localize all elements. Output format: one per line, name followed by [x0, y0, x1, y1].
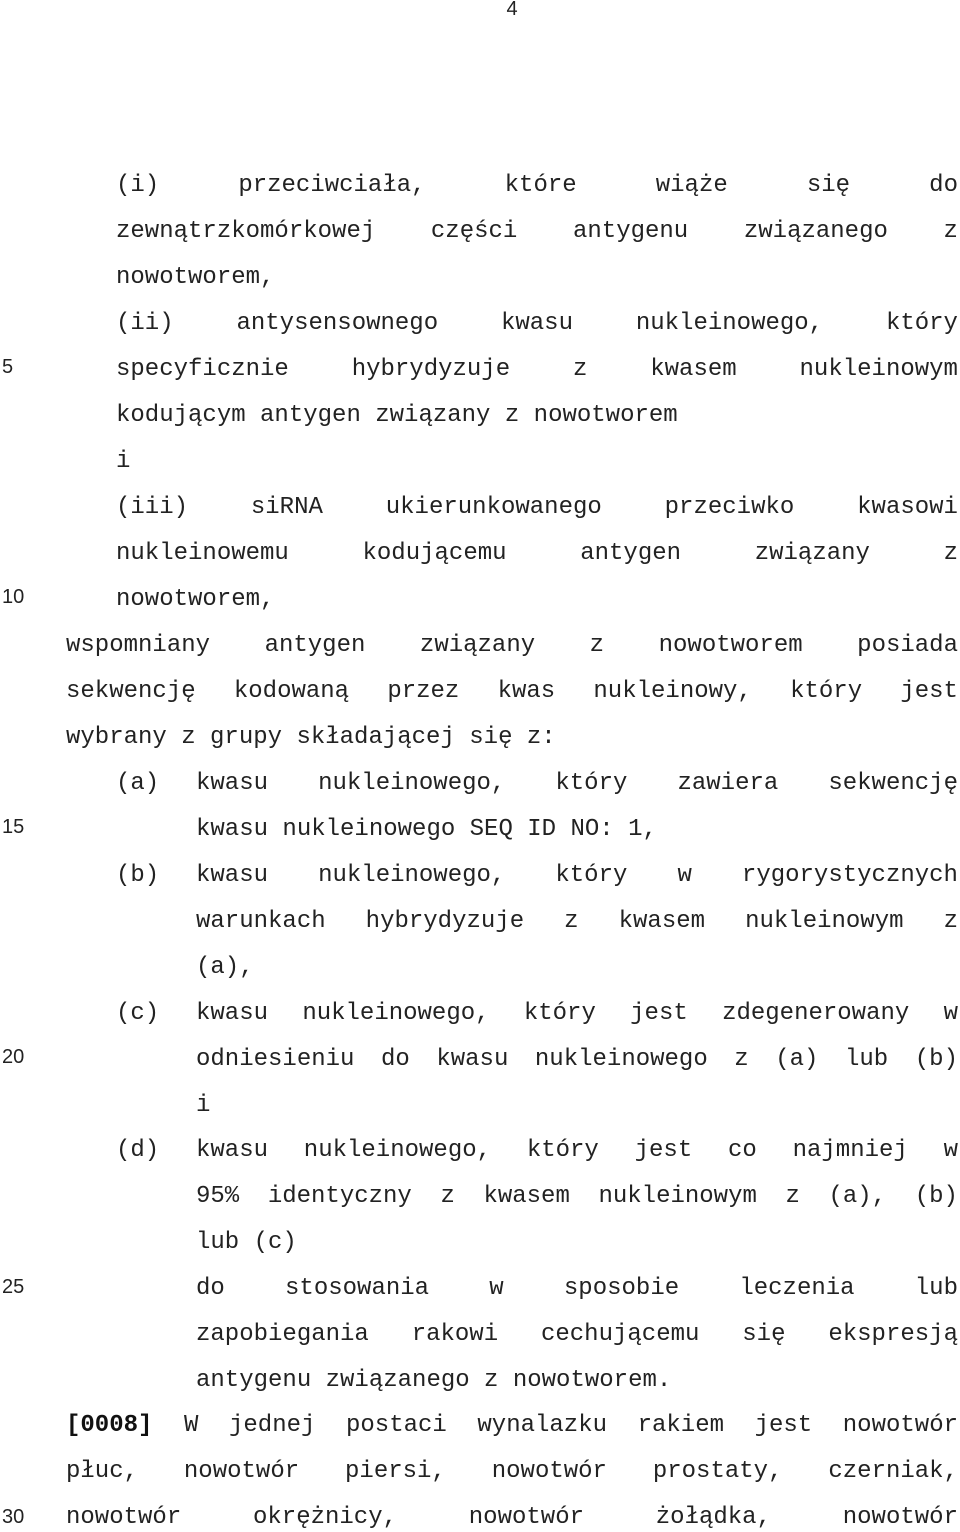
word: nowotwór [491, 1458, 607, 1485]
word: jest [900, 678, 958, 705]
word: sekwencję [828, 770, 958, 797]
word: ukierunkowanego [385, 494, 602, 521]
word: (a) [775, 1046, 819, 1073]
word: i [116, 448, 131, 475]
word: co [728, 1137, 757, 1164]
text-line [116, 218, 958, 246]
word: który [885, 310, 958, 337]
text-line [116, 264, 958, 292]
word: nukleinowego, [318, 862, 506, 889]
word: z [734, 1046, 749, 1073]
word: lub [845, 1046, 889, 1073]
word: specyficznie [116, 356, 289, 383]
word: z [572, 356, 588, 383]
word: z [943, 540, 958, 567]
word: nowotwór [183, 1458, 300, 1485]
word: kwasem [483, 1183, 570, 1210]
word: który [523, 1000, 596, 1027]
line-number-15: 15 [2, 816, 25, 838]
word: związany [754, 540, 870, 567]
word: się [742, 1321, 786, 1348]
word: który [555, 862, 628, 889]
line-number-20: 20 [2, 1046, 25, 1068]
word: 95% [196, 1183, 240, 1210]
word: nukleinowemu [116, 540, 289, 567]
word: zewnątrzkomórkowej [116, 218, 376, 245]
word: hybrydyzuje [351, 356, 511, 383]
word: związany [419, 632, 536, 659]
word: nowotworem, [116, 264, 275, 291]
word: stosowania [285, 1275, 430, 1302]
word: odniesieniu [196, 1046, 355, 1073]
word: nowotworem [658, 632, 803, 659]
word: do [380, 1046, 410, 1073]
word: z [943, 218, 958, 245]
word: (i) [116, 172, 160, 199]
word: nowotworem, [116, 586, 275, 613]
word: kwasu [196, 770, 269, 797]
text-line [196, 1092, 958, 1120]
text-line [196, 770, 958, 798]
word: cechującemu [540, 1321, 700, 1348]
word: kwasu [196, 862, 269, 889]
word: który [790, 678, 863, 705]
word: do [929, 172, 958, 199]
word: (a), [196, 954, 254, 981]
page-number: 4 [506, 0, 518, 20]
word: zapobiegania [196, 1321, 369, 1348]
word: rygorystycznych [741, 862, 958, 889]
word: antysensownego [236, 310, 439, 337]
text-line [196, 954, 958, 982]
word: (b) [914, 1183, 958, 1210]
word: lub (c) [196, 1229, 297, 1256]
item-label-a: (a) [116, 770, 160, 797]
word: kodującym antygen związany z nowotworem [116, 402, 678, 429]
word: kwasu [196, 1137, 269, 1164]
word: sekwencję [66, 678, 196, 705]
text-line [116, 356, 958, 384]
text-line [66, 632, 958, 660]
text-line [66, 724, 958, 752]
word: i [196, 1092, 211, 1119]
word: wiąże [655, 172, 728, 199]
word: wybrany z grupy składającej się z: [66, 724, 556, 751]
word: kwasu [500, 310, 573, 337]
item-label-b: (b) [116, 862, 160, 889]
item-label-c: (c) [116, 1000, 160, 1027]
word: który [526, 1137, 599, 1164]
word: piersi, [345, 1458, 446, 1485]
word: nukleinowego, [302, 1000, 490, 1027]
text-line [196, 816, 958, 844]
text-line [196, 1229, 958, 1257]
text-line [116, 172, 958, 200]
word: rakowi [411, 1321, 499, 1348]
text-line [66, 1458, 958, 1486]
text-line [116, 310, 958, 338]
word: zdegenerowany [722, 1000, 910, 1027]
word: żołądka, [655, 1504, 771, 1531]
word: kwasem [650, 356, 737, 383]
word: wspomniany [66, 632, 211, 659]
word: nukleinowego, [635, 310, 824, 337]
word: warunkach [196, 908, 326, 935]
word: antygenu [572, 218, 689, 245]
word: czerniak, [828, 1458, 958, 1485]
text-line [196, 1046, 958, 1074]
word: w [943, 1000, 958, 1027]
word: leczenia [739, 1275, 855, 1302]
word: z [785, 1183, 800, 1210]
word: kodowaną [233, 678, 350, 705]
text-line [116, 448, 958, 476]
paragraph-ref: [0008] [66, 1412, 153, 1439]
line-number-5: 5 [2, 356, 14, 378]
text-line [116, 402, 958, 430]
word: antygen [264, 632, 366, 659]
line-number-30: 30 [2, 1506, 25, 1528]
text-line [196, 1275, 958, 1303]
word: nukleinowym [745, 908, 904, 935]
line-number-10: 10 [2, 586, 25, 608]
word: nukleinowy, [593, 678, 752, 705]
text-line [184, 1412, 958, 1440]
word: przeciwko [664, 494, 795, 521]
word: kwasu [436, 1046, 509, 1073]
word: prostaty, [652, 1458, 783, 1485]
word: antygenu związanego z nowotworem. [196, 1367, 672, 1394]
word: z [440, 1183, 455, 1210]
word: kodującemu [362, 540, 507, 567]
word: w [489, 1275, 504, 1302]
word: które [504, 172, 577, 199]
word: kwasowi [857, 494, 958, 521]
word: nowotwór [842, 1504, 958, 1531]
word: jednej [228, 1412, 316, 1439]
word: nukleinowego [534, 1046, 708, 1073]
word: sposobie [563, 1275, 680, 1302]
text-line [116, 586, 958, 614]
word: kwas [497, 678, 556, 705]
word: nukleinowego, [303, 1137, 492, 1164]
word: jest [630, 1000, 688, 1027]
word: związanego [743, 218, 888, 245]
word: antygen [580, 540, 682, 567]
word: (iii) [116, 494, 189, 521]
word: zawiera [677, 770, 779, 797]
word: kwasu nukleinowego SEQ ID NO: 1, [196, 816, 657, 843]
word: w [677, 862, 692, 889]
word: nowotwór [66, 1504, 182, 1531]
word: płuc, [66, 1458, 139, 1485]
text-line [196, 1137, 958, 1165]
word: kwasem [618, 908, 706, 935]
word: wynalazku [477, 1412, 608, 1439]
word: jest [754, 1412, 813, 1439]
word: z [564, 908, 579, 935]
text-line [196, 862, 958, 890]
word: do [196, 1275, 225, 1302]
word: w [943, 1137, 958, 1164]
word: W [184, 1412, 199, 1439]
word: okrężnicy, [252, 1504, 398, 1531]
word: najmniej [792, 1137, 908, 1164]
word: z [943, 908, 958, 935]
word: części [430, 218, 518, 245]
word: który [555, 770, 628, 797]
word: nukleinowego, [318, 770, 506, 797]
word: przeciwciała, [238, 172, 426, 199]
word: się [806, 172, 851, 199]
text-line [196, 1183, 958, 1211]
text-line [196, 1367, 958, 1395]
word: (ii) [116, 310, 174, 337]
word: rakiem [637, 1412, 725, 1439]
text-line [196, 1000, 958, 1028]
word: identyczny [267, 1183, 412, 1210]
word: jest [634, 1137, 693, 1164]
word: nowotwór [468, 1504, 584, 1531]
word: postaci [345, 1412, 447, 1439]
line-number-25: 25 [2, 1276, 25, 1298]
text-line [66, 678, 958, 706]
word: hybrydyzuje [365, 908, 525, 935]
text-line [196, 1321, 958, 1349]
word: nukleinowym [598, 1183, 757, 1210]
word: z [589, 632, 605, 659]
word: nowotwór [842, 1412, 958, 1439]
text-line [66, 1504, 958, 1532]
text-line [196, 908, 958, 936]
word: siRNA [250, 494, 323, 521]
word: (b) [914, 1046, 958, 1073]
word: (a), [828, 1183, 887, 1210]
text-line [116, 494, 958, 522]
word: kwasu [196, 1000, 269, 1027]
word: przez [387, 678, 460, 705]
word: ekspresją [828, 1321, 958, 1348]
text-line [116, 540, 958, 568]
word: nukleinowym [799, 356, 958, 383]
item-label-d: (d) [116, 1137, 160, 1164]
word: posiada [857, 632, 958, 659]
word: lub [914, 1275, 958, 1302]
